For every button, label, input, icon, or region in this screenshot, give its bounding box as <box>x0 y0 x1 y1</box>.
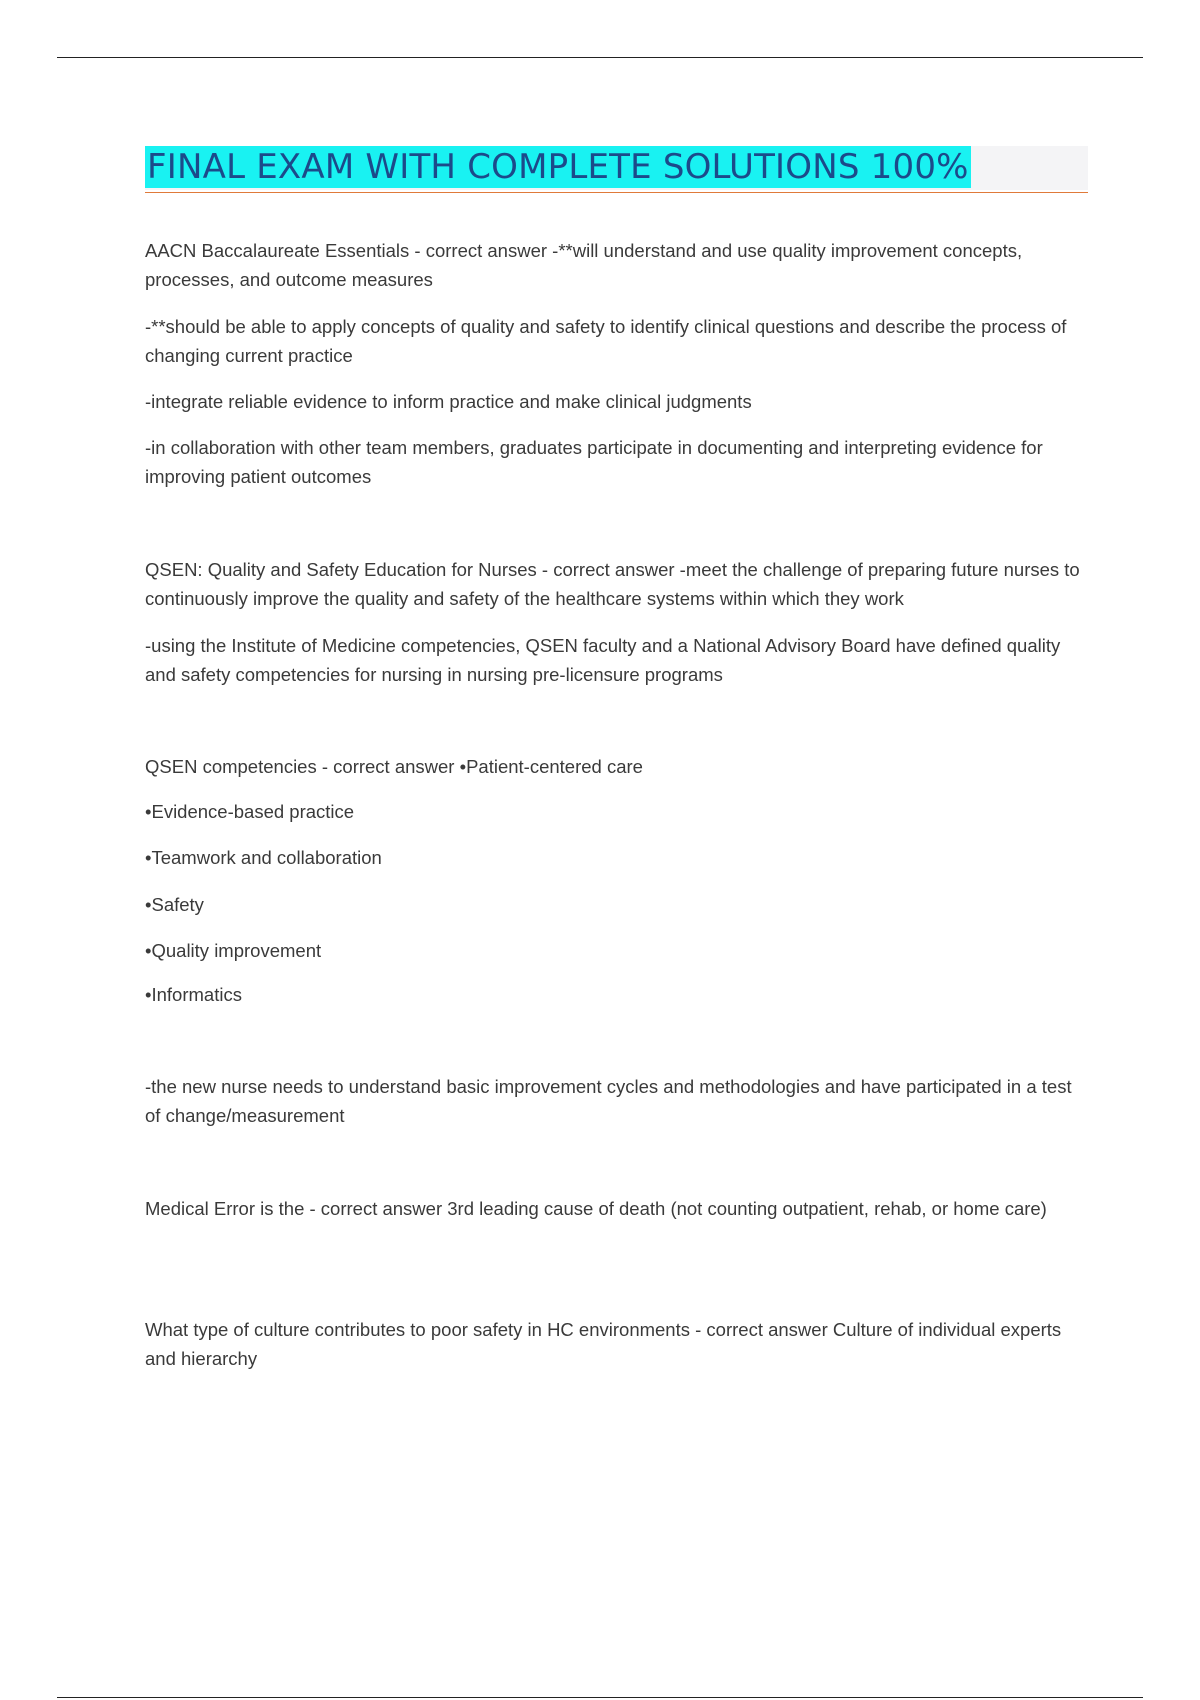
list-item-quality-improvement: •Quality improvement <box>145 940 322 961</box>
paragraph-aacn-essentials: AACN Baccalaureate Essentials - correct answer -**will understand and use quality improvement concepts, processes, and outcome measures <box>145 240 1023 290</box>
list-item-evidence-based-practice: •Evidence-based practice <box>145 801 355 822</box>
title-underline <box>145 192 1088 193</box>
list-item-informatics: •Informatics <box>145 984 242 1005</box>
paragraph-apply-concepts: -**should be able to apply concepts of quality and safety to identify clinical questions and describe the process of changing current practice <box>145 316 1067 366</box>
paragraph-medical-error: Medical Error is the - correct answer 3rd leading cause of death (not counting outpatient, rehab, or home care) <box>145 1198 1047 1219</box>
paragraph-integrate-evidence: -integrate reliable evidence to inform practice and make clinical judgments <box>145 391 752 412</box>
paragraph-iom-competencies: -using the Institute of Medicine competencies, QSEN faculty and a National Advisory Board have defined quality and safety competencies for nursing in nursing pre-licensure programs <box>145 635 1061 685</box>
paragraph-safety-culture: What type of culture contributes to poor safety in HC environments - correct answer Culture of individual experts and hierarchy <box>145 1319 1062 1369</box>
list-item-teamwork: •Teamwork and collaboration <box>145 847 382 868</box>
document-title: FINAL EXAM WITH COMPLETE SOLUTIONS 100% <box>147 147 969 187</box>
paragraph-qsen-definition: QSEN: Quality and Safety Education for Nurses - correct answer -meet the challenge of preparing future nurses to continuously improve the quality and safety of the healthcare systems within which they work <box>145 559 1080 609</box>
header-rule <box>57 57 1143 58</box>
list-item-safety: •Safety <box>145 894 204 915</box>
paragraph-qsen-competencies: QSEN competencies - correct answer •Patient-centered care <box>145 756 643 777</box>
paragraph-collaboration: -in collaboration with other team members, graduates participate in documenting and interpreting evidence for improving patient outcomes <box>145 437 1043 487</box>
paragraph-improvement-cycles: -the new nurse needs to understand basic improvement cycles and methodologies and have participated in a test of change/measurement <box>145 1076 1072 1126</box>
footer-rule <box>57 1697 1143 1698</box>
